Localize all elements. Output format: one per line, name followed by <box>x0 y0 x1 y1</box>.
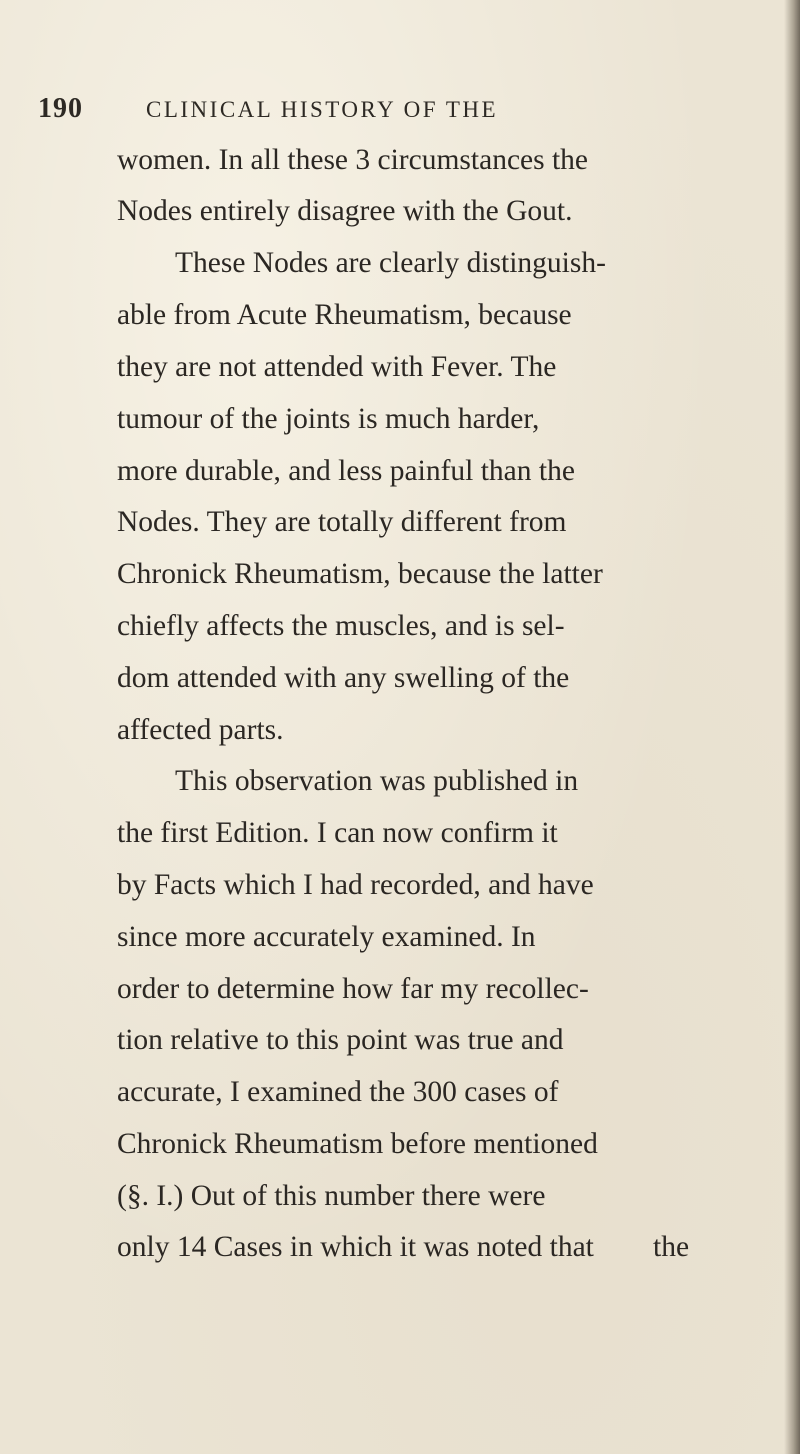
text-line: Chronick Rheumatism before mentioned <box>117 1128 598 1160</box>
text-line: they are not attended with Fever. The <box>117 351 557 383</box>
text-line: order to determine how far my recollec- <box>117 973 589 1005</box>
text-line: by Facts which I had recorded, and have <box>117 869 594 901</box>
catchword: the <box>653 1231 690 1263</box>
running-head: CLINICAL HISTORY OF THE <box>146 97 499 122</box>
text-line: Nodes entirely disagree with the Gout. <box>117 195 573 227</box>
text-line: Chronick Rheumatism, because the latter <box>117 558 603 590</box>
text-line: tion relative to this point was true and <box>117 1024 564 1056</box>
text-line: Nodes. They are totally different from <box>117 506 567 538</box>
text-line: This observation was published in <box>175 765 579 797</box>
text-line: (§. I.) Out of this number there were <box>117 1180 546 1212</box>
text-line: affected parts. <box>117 714 284 746</box>
text-line: women. In all these 3 circumstances the <box>117 144 589 176</box>
text-line: chiefly affects the muscles, and is sel- <box>117 610 565 642</box>
text-line: more durable, and less painful than the <box>117 455 575 487</box>
page-number: 190 <box>38 93 83 124</box>
text-line: These Nodes are clearly distinguish- <box>175 247 606 279</box>
text-line: tumour of the joints is much harder, <box>117 403 540 435</box>
text-line: only 14 Cases in which it was noted that <box>117 1231 594 1263</box>
text-line: the first Edition. I can now confirm it <box>117 817 558 849</box>
text-line: able from Acute Rheumatism, because <box>117 299 572 331</box>
text-line: dom attended with any swelling of the <box>117 662 570 694</box>
text-line: since more accurately examined. In <box>117 921 536 953</box>
page-edge-shadow <box>784 0 800 1454</box>
text-line: accurate, I examined the 300 cases of <box>117 1076 559 1108</box>
